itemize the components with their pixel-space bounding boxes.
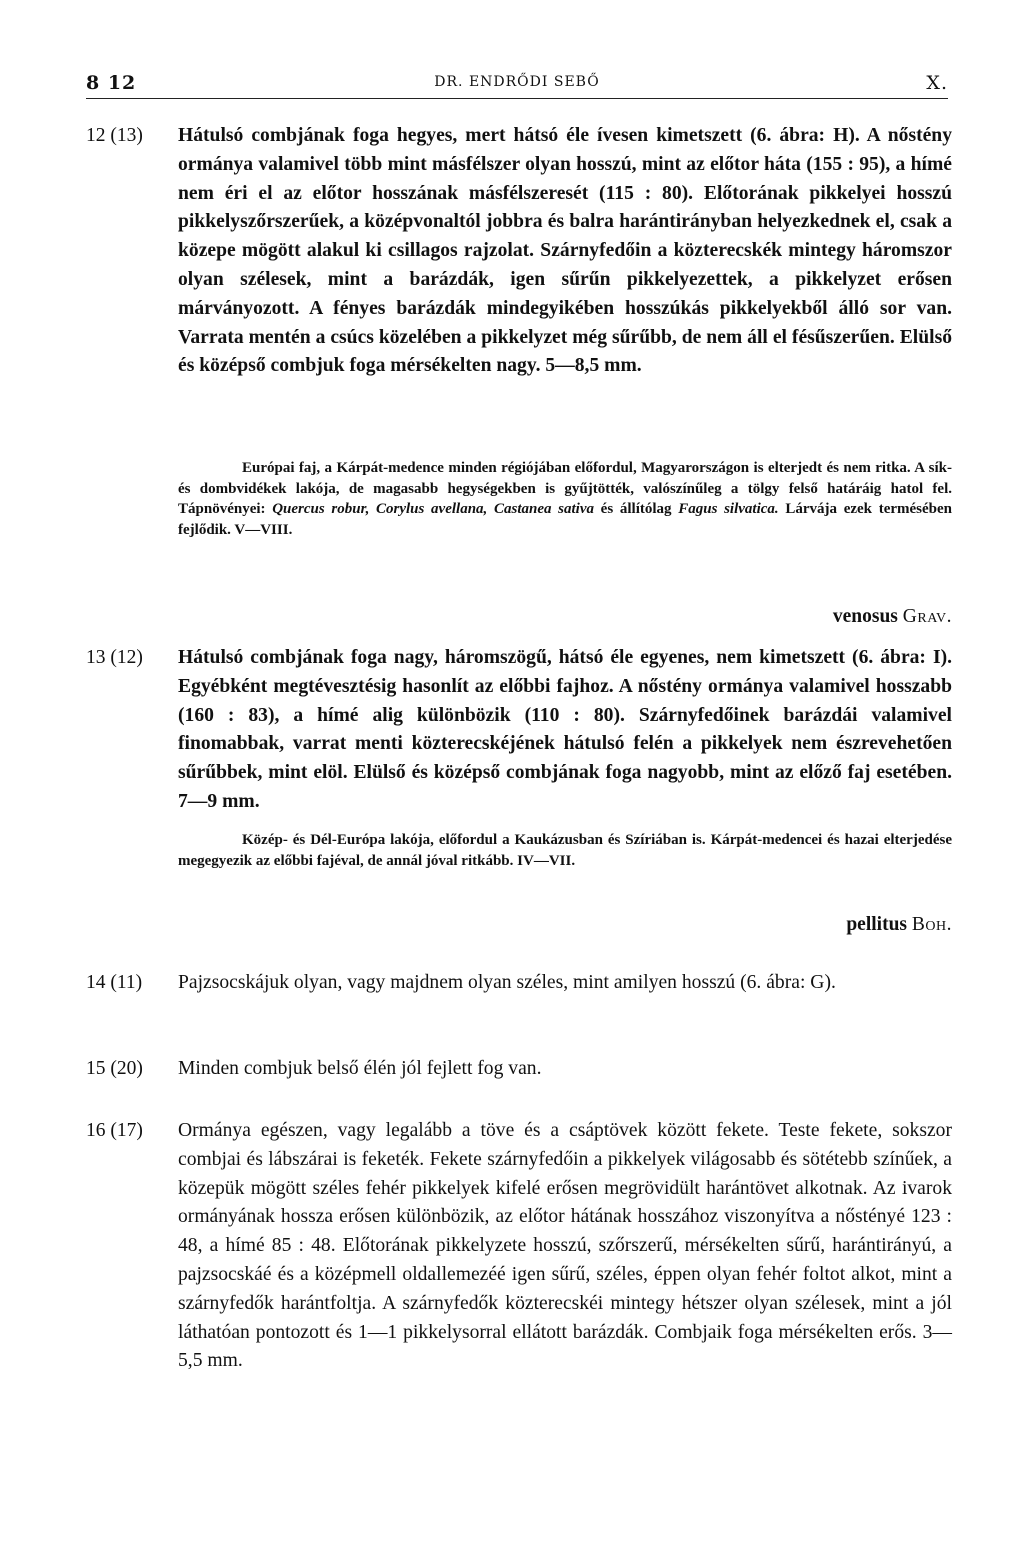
distribution-note-12 xyxy=(178,458,952,540)
key-entry-12 xyxy=(86,122,952,381)
key-entry-13 xyxy=(86,644,952,817)
distribution-note-13 xyxy=(178,830,952,871)
species-author: Boh. xyxy=(911,914,952,935)
running-author: DR. ENDRŐDI SEBŐ xyxy=(434,74,600,90)
page-number: 8 12 xyxy=(86,72,137,94)
couplet-text: Hátulsó combjának foga nagy, háromszögű, hátsó éle egyenes, nem kimetszett (6. ábra: I). Egyébként megtévesztésig hasonlít az előbbi fajhoz. A nőstény ormánya valamivel hosszabb (160 : 83), a hímé alig különbözik (110 : 80). Szárnyfedőinek barázdái valamivel finomabbak, varrat menti közterecskéjének hátulsó felén a pikkelyek nem észrevehetően sűrűbbek, mint elöl. Elülső és középső combjának foga nagyobb, mint az előző faj esetében. 7—9 mm. xyxy=(178,647,952,812)
couplet-text: Ormánya egészen, vagy legalább a töve és a csáptövek között fekete. Teste fekete, sokszor combjai és lábszárai is feketék. Fekete szárnyfedőin a pikkelyek világosabb és sötétebb színűek, a közepük mögött széles fehér pikkelyek kifelé erősen megrövidült harántövet alkotnak. Az ivarok ormányának hossza erősen különbözik, az előtor hátának hosszához viszonyítva a nőstényé 123 : 48, a hímé 85 : 48. Előtorának pikkelyzete hosszú, szőrszerű, mérsékelten sűrű, harántirányú, a pajzsocskáé és a középmell oldallemezéé igen sűrű, széles, éppen olyan fehér foltot alkot, mint a szárnyfedők harántfoltja. A szárnyfedők közterecskéi mintegy hétszer olyan szélesek, mint a jól láthatóan pontozott és 1—1 pikkelysorral ellátott barázdák. Combjaik foga mérsékelten erős. 3—5,5 mm. xyxy=(178,1120,952,1372)
host-plants: Quercus robur, Corylus avellana, Castanea sativa xyxy=(272,501,594,518)
part-number: X. xyxy=(926,72,948,94)
couplet-number: 14 (11) xyxy=(86,972,143,993)
species-author: Grav. xyxy=(902,606,952,627)
couplet-text: Hátulsó combjának foga hegyes, mert hátsó éle ívesen kimetszett (6. ábra: H). A nőstény ormánya valamivel több mint másfélszer olyan hosszú, mint az előtor háta (155 : 95), a hímé nem éri el az előtor hosszának másfélszeresét (115 : 80). Előtorának pikkelyei hosszú pikkelyszőrszerűek, a középvonaltól jobbra és balra harántirányban helyezkednek el, csak a közepe mögött alakul ki csillagos rajzolat. Szárnyfedőin a közterecskék mintegy háromszor olyan szélesek, mint a barázdák, igen sűrűn pikkelyezettek, a pikkelyzet erősen márványozott. A fényes barázdák mindegyikében hosszúkás pikkelyekből álló sor van. Varrata mentén a csúcs közelében a pikkelyzet még sűrűbb, de nem áll el fésűszerűen. Elülső és középső combjuk foga mérsékelten nagy. 5—8,5 mm. xyxy=(178,125,952,377)
couplet-number: 13 (12) xyxy=(86,647,143,668)
couplet-text: Pajzsocskájuk olyan, vagy majdnem olyan széles, mint amilyen hosszú (6. ábra: G). xyxy=(178,972,836,993)
couplet-number: 16 (17) xyxy=(86,1120,143,1141)
key-entry-16 xyxy=(86,1117,952,1376)
species-name-venosus xyxy=(833,606,952,628)
species-name-pellitus xyxy=(846,914,952,936)
note-text: Lárvája ezek termésében fejlődik. V—VIII. xyxy=(178,501,952,538)
species-epithet: pellitus xyxy=(846,914,908,935)
running-header xyxy=(86,66,948,99)
note-text: Közép- és Dél-Európa lakója, előfordul a Kaukázusban és Szíriában is. Kárpát-medencei és hazai elterjedése megegyezik az előbbi fajéval, de annál jóval ritkább. IV—VII. xyxy=(178,832,952,869)
couplet-number: 12 (13) xyxy=(86,125,143,146)
species-epithet: venosus xyxy=(832,606,898,627)
couplet-number: 15 (20) xyxy=(86,1058,143,1079)
couplet-text: Minden combjuk belső élén jól fejlett fog van. xyxy=(178,1058,542,1079)
note-text: Európai faj, a Kárpát-medence minden régiójában előfordul, Magyarországon is elterjedt és nem ritka. A sík- és dombvidékek lakója, de magasabb hegységekben is gyűjtötték, valószínűleg a tölgy felső határáig hatol fel. Tápnövényei: xyxy=(178,460,952,518)
note-text: és állítólag xyxy=(594,501,679,518)
host-plant: Fagus silvatica. xyxy=(678,501,779,518)
key-entry-15 xyxy=(86,1055,952,1084)
key-entry-14 xyxy=(86,969,952,998)
